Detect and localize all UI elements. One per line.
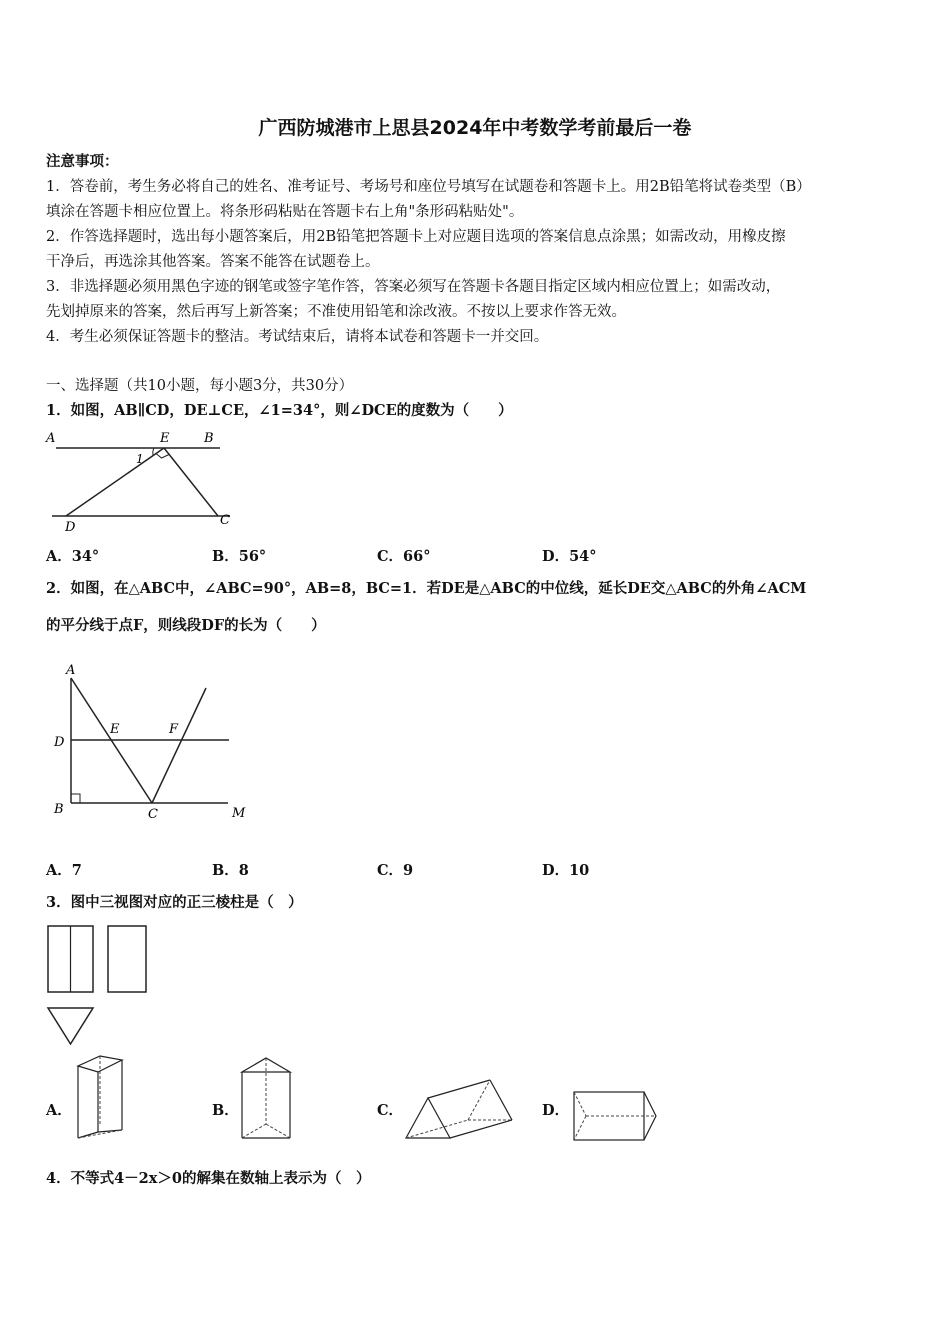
notice-line: 干净后，再选涂其他答案。答案不能答在试题卷上。 bbox=[46, 254, 380, 270]
label-A: A bbox=[46, 431, 56, 446]
notice-line: 2．作答选择题时，选出每小题答案后，用2B铅笔把答题卡上对应题目选项的答案信息点涂黑；如需改动，用橡皮擦 bbox=[46, 229, 786, 245]
q1-option-c[interactable]: C．66° bbox=[377, 548, 431, 565]
label-D: D bbox=[65, 520, 76, 534]
notice-line: 1．答卷前，考生务必将自己的姓名、准考证号、考场号和座位号填写在试题卷和答题卡上。用2B铅笔将试卷类型（B） bbox=[46, 179, 811, 195]
q3-option-d[interactable]: D． bbox=[542, 1102, 570, 1119]
label-E: E bbox=[110, 722, 120, 737]
notice-heading: 注意事项： bbox=[46, 153, 119, 170]
notice-line: 填涂在答题卡相应位置上。将条形码粘贴在答题卡右上角"条形码粘贴处"。 bbox=[46, 204, 524, 220]
q3-option-c[interactable]: C． bbox=[377, 1102, 404, 1119]
label-C: C bbox=[220, 513, 230, 528]
prism-option-c[interactable] bbox=[402, 1074, 518, 1144]
question-1-text: 1．如图，AB∥CD，DE⊥CE，∠1=34°，则∠DCE的度数为（ ） bbox=[46, 402, 513, 419]
q3-option-a[interactable]: A． bbox=[46, 1102, 72, 1119]
prism-option-d[interactable] bbox=[570, 1088, 660, 1144]
q1-option-d[interactable]: D．54° bbox=[542, 548, 597, 565]
notice-line: 4．考生必须保证答题卡的整洁。考试结束后，请将本试卷和答题卡一并交回。 bbox=[46, 329, 549, 345]
three-view-drawing bbox=[44, 920, 154, 1050]
notice-line: 3．非选择题必须用黑色字迹的钢笔或签字笔作答，答案必须写在答题卡各题目指定区域内相应位置上；如需改动， bbox=[46, 279, 781, 295]
prism-option-b[interactable] bbox=[238, 1054, 296, 1144]
label-D: D bbox=[54, 735, 65, 750]
question-2-figure bbox=[46, 660, 266, 830]
label-1: 1 bbox=[136, 452, 144, 466]
label-C: C bbox=[148, 807, 158, 822]
page-title: 广西防城港市上思县2024年中考数学考前最后一卷 bbox=[258, 117, 692, 139]
label-B: B bbox=[204, 431, 214, 446]
q2-option-c[interactable]: C．9 bbox=[377, 862, 414, 879]
q3-option-b[interactable]: B． bbox=[212, 1102, 239, 1119]
prism-option-a[interactable] bbox=[70, 1052, 130, 1144]
label-B: B bbox=[54, 802, 64, 817]
question-4-text: 4．不等式4－2x＞0的解集在数轴上表示为（ ） bbox=[46, 1170, 371, 1187]
question-2-line2: 的平分线于点F，则线段DF的长为（ ） bbox=[46, 617, 326, 634]
question-1-figure bbox=[40, 428, 240, 534]
q2-option-a[interactable]: A．7 bbox=[46, 862, 82, 879]
label-F: F bbox=[169, 722, 179, 737]
label-E: E bbox=[160, 431, 170, 446]
question-2-line1: 2．如图，在△ABC中，∠ABC=90°，AB=8，BC=1．若DE是△ABC的中位线，延长DE交△ABC的外角∠ACM bbox=[46, 580, 807, 597]
label-M: M bbox=[232, 806, 246, 821]
label-A: A bbox=[66, 663, 76, 678]
q1-option-b[interactable]: B．56° bbox=[212, 548, 267, 565]
q2-option-b[interactable]: B．8 bbox=[212, 862, 249, 879]
question-3-text: 3．图中三视图对应的正三棱柱是（ ） bbox=[46, 894, 303, 911]
notice-line: 先划掉原来的答案，然后再写上新答案；不准使用铅笔和涂改液。不按以上要求作答无效。 bbox=[46, 304, 626, 320]
q1-option-a[interactable]: A．34° bbox=[46, 548, 100, 565]
section-heading: 一、选择题（共10小题，每小题3分，共30分） bbox=[46, 378, 354, 394]
q2-option-d[interactable]: D．10 bbox=[542, 862, 590, 879]
